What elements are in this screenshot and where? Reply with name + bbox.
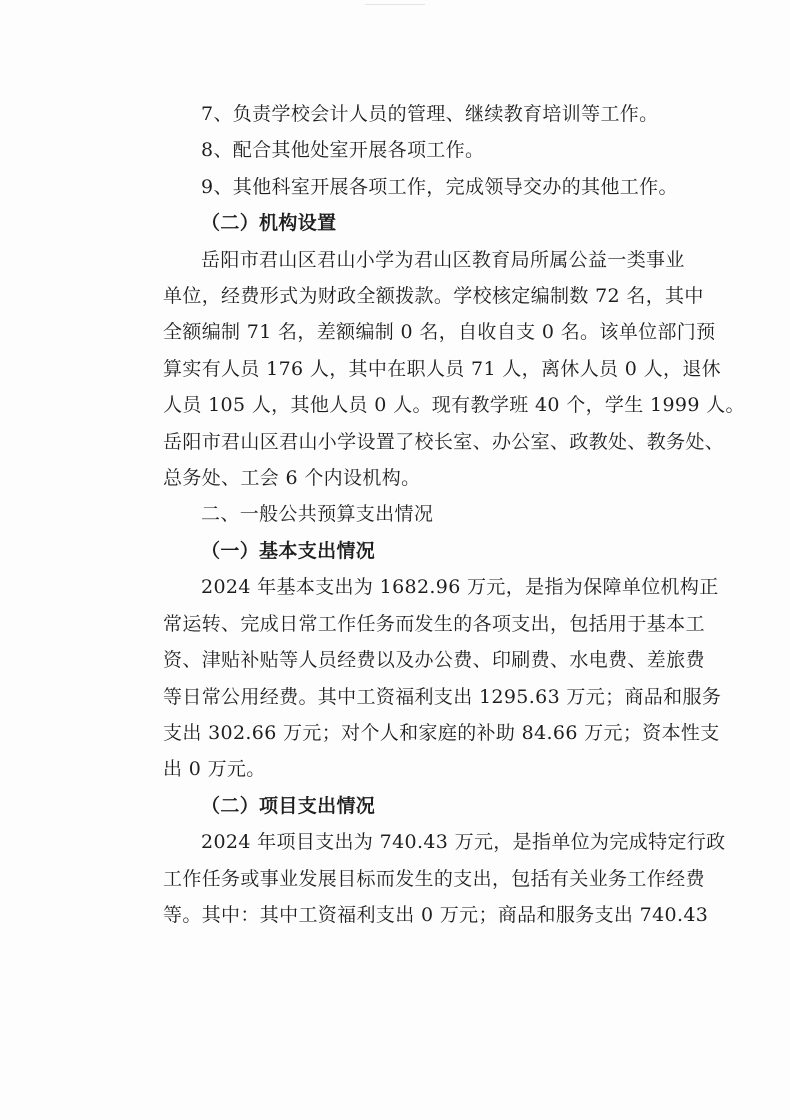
paragraph-line: 常运转、完成日常工作任务而发生的各项支出，包括用于基本工 (163, 612, 705, 635)
section-heading-organization: （二）机构设置 (201, 212, 337, 235)
paragraph-line: 人员 105 人，其他人员 0 人。现有教学班 40 个，学生 1999 人。 (163, 394, 745, 417)
paragraph-line: 出 0 万元。 (163, 758, 266, 781)
paragraph-line: 总务处、工会 6 个内设机构。 (163, 467, 421, 490)
list-item-7: 7、负责学校会计人员的管理、继续教育培训等工作。 (201, 103, 659, 125)
section-heading-project-expenditure: （二）项目支出情况 (201, 794, 376, 817)
scan-artifact (365, 0, 425, 5)
paragraph-line: 等日常公用经费。其中工资福利支出 1295.63 万元；商品和服务 (163, 685, 722, 708)
paragraph-line: 等。其中：其中工资福利支出 0 万元；商品和服务支出 740.43 (163, 903, 709, 926)
section-heading-basic-expenditure: （一）基本支出情况 (201, 539, 376, 562)
paragraph-line: 算实有人员 176 人，其中在职人员 71 人，离休人员 0 人，退休 (163, 357, 722, 380)
paragraph-line: 2024 年基本支出为 1682.96 万元，是指为保障单位机构正 (201, 576, 719, 599)
paragraph-line: 全额编制 71 名，差额编制 0 名，自收自支 0 名。该单位部门预 (163, 321, 716, 344)
paragraph-line: 工作任务或事业发展目标而发生的支出，包括有关业务工作经费 (163, 867, 705, 890)
document-body (163, 96, 745, 933)
paragraph-line: 岳阳市君山区君山小学为君山区教育局所属公益一类事业 (201, 248, 685, 271)
section-heading-general-budget: 二、一般公共预算支出情况 (201, 503, 434, 526)
list-item-8: 8、配合其他处室开展各项工作。 (201, 139, 485, 162)
paragraph-line: 2024 年项目支出为 740.43 万元，是指单位为完成特定行政 (201, 831, 726, 854)
paragraph-line: 单位，经费形式为财政全额拨款。学校核定编制数 72 名，其中 (163, 285, 704, 308)
list-item-9: 9、其他科室开展各项工作，完成领导交办的其他工作。 (201, 175, 678, 198)
paragraph-line: 岳阳市君山区君山小学设置了校长室、办公室、政教处、教务处、 (163, 430, 725, 453)
paragraph-line: 支出 302.66 万元；对个人和家庭的补助 84.66 万元；资本性支 (163, 721, 720, 744)
paragraph-line: 资、津贴补贴等人员经费以及办公费、印刷费、水电费、差旅费 (163, 649, 705, 672)
